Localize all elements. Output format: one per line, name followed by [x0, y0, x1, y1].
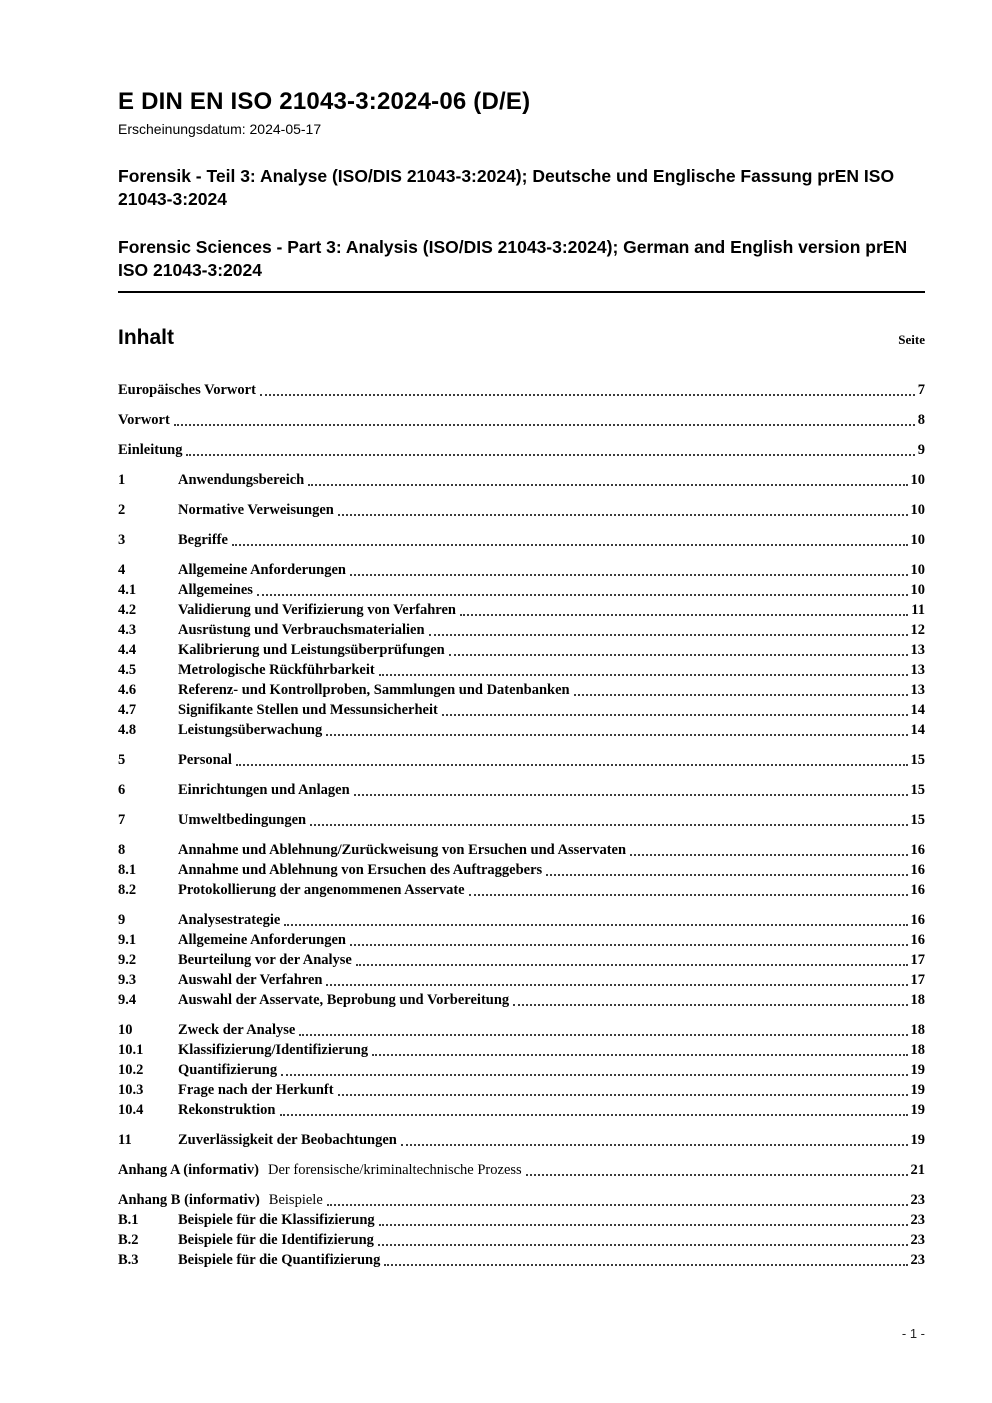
toc-entry-title: Klassifizierung/Identifizierung: [178, 1042, 369, 1058]
toc-entry: [118, 1040, 925, 1060]
toc-entry-page: 16: [910, 842, 925, 858]
toc-entry-page: 10: [910, 472, 925, 488]
dot-leader: [327, 1204, 908, 1206]
toc-entry-page: 16: [910, 932, 925, 948]
toc-entry-page: 10: [910, 582, 925, 598]
toc-entry: [118, 880, 925, 900]
toc-entry: [118, 910, 925, 930]
toc-entry: [118, 780, 925, 800]
toc-entry-title: Einrichtungen und Anlagen: [178, 782, 350, 798]
dot-leader: [460, 614, 908, 616]
toc-entry-page: 19: [910, 1102, 925, 1118]
toc-entry-title: Beispiele für die Quantifizierung: [178, 1252, 381, 1268]
toc-group: [118, 840, 925, 900]
dot-leader: [326, 734, 907, 736]
toc-group: [118, 750, 925, 770]
toc-entry-title: Zweck der Analyse: [178, 1022, 296, 1038]
toc-entry-title: Annahme und Ablehnung von Ersuchen des Auftraggebers: [178, 862, 543, 878]
toc-entry-title: Zuverlässigkeit der Beobachtungen: [178, 1132, 397, 1148]
toc-entry-number: 11: [118, 1132, 132, 1148]
toc-entry-title: Allgemeine Anforderungen: [178, 562, 346, 578]
toc-entry-title: Metrologische Rückführbarkeit: [178, 662, 375, 678]
dot-leader: [513, 1004, 907, 1006]
toc-entry: [118, 1080, 925, 1100]
header-divider: [118, 291, 925, 293]
toc-entry: [118, 380, 925, 400]
toc-entry-page: 10: [910, 502, 925, 518]
toc-entry-page: 23: [910, 1232, 925, 1248]
toc-entry-title: Referenz- und Kontrollproben, Sammlungen und Datenbanken: [178, 682, 570, 698]
toc-group: [118, 380, 925, 400]
toc-entry-page: 16: [910, 862, 925, 878]
dot-leader: [350, 574, 908, 576]
toc-entry-number: 10.4: [118, 1102, 144, 1118]
dot-leader: [326, 984, 907, 986]
toc-entry-title: Quantifizierung: [178, 1062, 278, 1078]
toc-entry-page: 23: [910, 1212, 925, 1228]
dot-leader: [401, 1144, 908, 1146]
toc-entry-page: 21: [910, 1162, 925, 1178]
toc-entry-title: Einleitung: [118, 442, 183, 458]
toc-entry: [118, 990, 925, 1010]
toc-entry: [118, 860, 925, 880]
toc-entry: [118, 1160, 925, 1180]
dot-leader: [630, 854, 907, 856]
toc-entry-title: Beurteilung vor der Analyse: [178, 952, 352, 968]
toc-entry-page: 14: [910, 722, 925, 738]
toc-entry: [118, 810, 925, 830]
toc-entry-number: 9.2: [118, 952, 137, 968]
dot-leader: [284, 924, 907, 926]
toc-entry-number: 4.4: [118, 642, 137, 658]
toc-entry-page: 17: [910, 952, 925, 968]
toc-entry: [118, 1190, 925, 1210]
toc-group: [118, 780, 925, 800]
dot-leader: [384, 1264, 907, 1266]
toc-entry: [118, 580, 925, 600]
document-title-german: Forensik - Teil 3: Analyse (ISO/DIS 21043-3:2024); Deutsche und Englische Fassung prEN ISO 21043-3:2024: [118, 166, 895, 209]
toc-entry-number: 7: [118, 812, 126, 828]
publication-date: Erscheinungsdatum: 2024-05-17: [118, 121, 322, 137]
toc-entry-page: 7: [917, 382, 925, 398]
dot-leader: [378, 1244, 908, 1246]
dot-leader: [356, 964, 908, 966]
dot-leader: [257, 594, 908, 596]
toc-entry-title: Europäisches Vorwort: [118, 382, 256, 398]
toc-entry: [118, 470, 925, 490]
toc-entry-title: Protokollierung der angenommenen Asservate: [178, 882, 465, 898]
toc-entry-title: Der forensische/kriminaltechnische Prozess: [268, 1162, 522, 1178]
toc-entry-page: 11: [911, 602, 925, 618]
toc-entry: [118, 840, 925, 860]
toc-list: [118, 380, 925, 1270]
toc-entry-number: 9.3: [118, 972, 137, 988]
toc-group: [118, 500, 925, 520]
dot-leader: [574, 694, 908, 696]
toc-group: [118, 810, 925, 830]
toc-entry: [118, 930, 925, 950]
document-title-english: Forensic Sciences - Part 3: Analysis (ISO/DIS 21043-3:2024); German and English version prEN ISO 21043-3:2024: [118, 237, 908, 280]
toc-entry-number: 9.1: [118, 932, 137, 948]
toc-entry-number: 4.6: [118, 682, 137, 698]
toc-entry-page: 13: [910, 642, 925, 658]
toc-entry-title: Signifikante Stellen und Messunsicherheit: [178, 702, 438, 718]
toc-group: [118, 1190, 925, 1270]
toc-entry-number: 10: [118, 1022, 133, 1038]
dot-leader: [308, 484, 907, 486]
toc-entry-number: 4.7: [118, 702, 137, 718]
toc-entry: [118, 560, 925, 580]
toc-entry-title: Allgemeines: [178, 582, 253, 598]
dot-leader: [469, 894, 908, 896]
toc-entry-number: 3: [118, 532, 126, 548]
toc-entry: [118, 640, 925, 660]
toc-entry-page: 19: [910, 1082, 925, 1098]
toc-entry-number: 9.4: [118, 992, 137, 1008]
toc-entry-page: 12: [910, 622, 925, 638]
toc-entry-page: 18: [910, 1042, 925, 1058]
toc-entry-title: Normative Verweisungen: [178, 502, 334, 518]
toc-entry-title: Begriffe: [178, 532, 228, 548]
toc-entry-page: 8: [917, 412, 925, 428]
toc-group: [118, 440, 925, 460]
toc-header-row: [118, 326, 925, 350]
toc-entry-number: 10.2: [118, 1062, 144, 1078]
toc-entry-title: Ausrüstung und Verbrauchsmaterialien: [178, 622, 425, 638]
dot-leader: [379, 1224, 908, 1226]
toc-entry-page: 13: [910, 682, 925, 698]
toc-entry-number: 6: [118, 782, 126, 798]
toc-entry-number: B.2: [118, 1232, 139, 1248]
dot-leader: [372, 1054, 907, 1056]
dot-leader: [350, 944, 908, 946]
toc-group: [118, 1130, 925, 1150]
dot-leader: [379, 674, 908, 676]
toc-entry-number: 1: [118, 472, 126, 488]
toc-entry-title: Beispiele für die Klassifizierung: [178, 1212, 375, 1228]
dot-leader: [546, 874, 907, 876]
toc-entry: [118, 680, 925, 700]
dot-leader: [299, 1034, 907, 1036]
dot-leader: [354, 794, 908, 796]
toc-group: [118, 410, 925, 430]
page-number-footer: - 1 -: [901, 1326, 925, 1341]
toc-entry: [118, 660, 925, 680]
toc-entry-number: 4.2: [118, 602, 137, 618]
toc-entry-title: Auswahl der Asservate, Beprobung und Vorbereitung: [178, 992, 510, 1008]
toc-entry-page: 16: [910, 882, 925, 898]
dot-leader: [429, 634, 908, 636]
dot-leader: [442, 714, 908, 716]
toc-entry-page: 15: [910, 782, 925, 798]
toc-entry-title: Anwendungsbereich: [178, 472, 305, 488]
dot-leader: [526, 1174, 908, 1176]
dot-leader: [280, 1114, 908, 1116]
toc-entry-page: 10: [910, 562, 925, 578]
toc-entry: [118, 750, 925, 770]
toc-entry-page: 16: [910, 912, 925, 928]
toc-entry-title: Vorwort: [118, 412, 170, 428]
toc-entry-number: 8: [118, 842, 126, 858]
toc-group: [118, 1160, 925, 1180]
toc-entry: [118, 1250, 925, 1270]
toc-entry-title: Kalibrierung und Leistungsüberprüfungen: [178, 642, 445, 658]
toc-entry-prefix: Anhang A (informativ): [118, 1162, 259, 1178]
toc-entry-title: Frage nach der Herkunft: [178, 1082, 334, 1098]
dot-leader: [281, 1074, 907, 1076]
toc-entry: [118, 720, 925, 740]
toc-entry-title: Allgemeine Anforderungen: [178, 932, 346, 948]
toc-entry-title: Annahme und Ablehnung/Zurückweisung von Ersuchen und Asservaten: [178, 842, 627, 858]
toc-entry-page: 15: [910, 812, 925, 828]
toc-entry: [118, 1100, 925, 1120]
dot-leader: [236, 764, 908, 766]
toc-entry: [118, 410, 925, 430]
toc-entry: [118, 1130, 925, 1150]
toc-entry-number: 4.8: [118, 722, 137, 738]
toc-entry-prefix: Anhang B (informativ): [118, 1192, 260, 1208]
toc-entry: [118, 500, 925, 520]
dot-leader: [338, 1094, 908, 1096]
toc-entry-number: 8.2: [118, 882, 137, 898]
toc-entry-page: 19: [910, 1132, 925, 1148]
toc-entry-number: 4.5: [118, 662, 137, 678]
toc-entry-page: 15: [910, 752, 925, 768]
toc-group: [118, 1020, 925, 1120]
toc-entry-page: 10: [910, 532, 925, 548]
toc-entry-page: 23: [910, 1192, 925, 1208]
toc-entry-number: 4.3: [118, 622, 137, 638]
toc-entry-number: 10.1: [118, 1042, 144, 1058]
toc-entry-number: 10.3: [118, 1082, 144, 1098]
toc-entry-title: Analysestrategie: [178, 912, 281, 928]
toc-entry-number: 2: [118, 502, 126, 518]
toc-entry-number: 8.1: [118, 862, 137, 878]
toc-entry-title: Personal: [178, 752, 232, 768]
toc-entry-page: 18: [910, 1022, 925, 1038]
toc-entry-page: 9: [917, 442, 925, 458]
toc-entry-title: Leistungsüberwachung: [178, 722, 323, 738]
toc-entry: [118, 970, 925, 990]
toc-entry-number: B.3: [118, 1252, 139, 1268]
dot-leader: [310, 824, 907, 826]
toc-page-column-label: Seite: [898, 332, 925, 347]
dot-leader: [260, 394, 915, 396]
toc-entry: [118, 1020, 925, 1040]
dot-leader: [186, 454, 914, 456]
toc-entry-title: Auswahl der Verfahren: [178, 972, 323, 988]
toc-entry-number: 5: [118, 752, 126, 768]
dot-leader: [338, 514, 908, 516]
toc-entry-page: 14: [910, 702, 925, 718]
dot-leader: [449, 654, 908, 656]
toc-entry: [118, 440, 925, 460]
toc-entry-title: Validierung und Verifizierung von Verfahren: [178, 602, 456, 618]
toc-heading: Inhalt: [118, 326, 174, 349]
toc-entry-title: Umweltbedingungen: [178, 812, 307, 828]
dot-leader: [232, 544, 908, 546]
toc-entry: [118, 1060, 925, 1080]
toc-group: [118, 560, 925, 740]
toc-entry-page: 17: [910, 972, 925, 988]
document-number: E DIN EN ISO 21043-3:2024-06 (D/E): [118, 88, 531, 115]
toc-entry: [118, 1230, 925, 1250]
toc-group: [118, 530, 925, 550]
toc-entry: [118, 950, 925, 970]
toc-entry-title: Rekonstruktion: [178, 1102, 276, 1118]
toc-entry-page: 23: [910, 1252, 925, 1268]
toc-entry-title: Beispiele für die Identifizierung: [178, 1232, 374, 1248]
toc-entry-number: B.1: [118, 1212, 139, 1228]
toc-entry-page: 13: [910, 662, 925, 678]
toc-entry: [118, 1210, 925, 1230]
toc-entry: [118, 530, 925, 550]
dot-leader: [174, 424, 915, 426]
toc-group: [118, 470, 925, 490]
toc-entry-page: 18: [910, 992, 925, 1008]
toc-entry-number: 4: [118, 562, 126, 578]
toc-entry-title: Beispiele: [268, 1192, 323, 1208]
toc-group: [118, 910, 925, 1010]
toc-entry: [118, 700, 925, 720]
toc-entry-page: 19: [910, 1062, 925, 1078]
toc-entry-number: 9: [118, 912, 126, 928]
toc-entry-number: 4.1: [118, 582, 137, 598]
toc-entry: [118, 600, 925, 620]
toc-entry: [118, 620, 925, 640]
